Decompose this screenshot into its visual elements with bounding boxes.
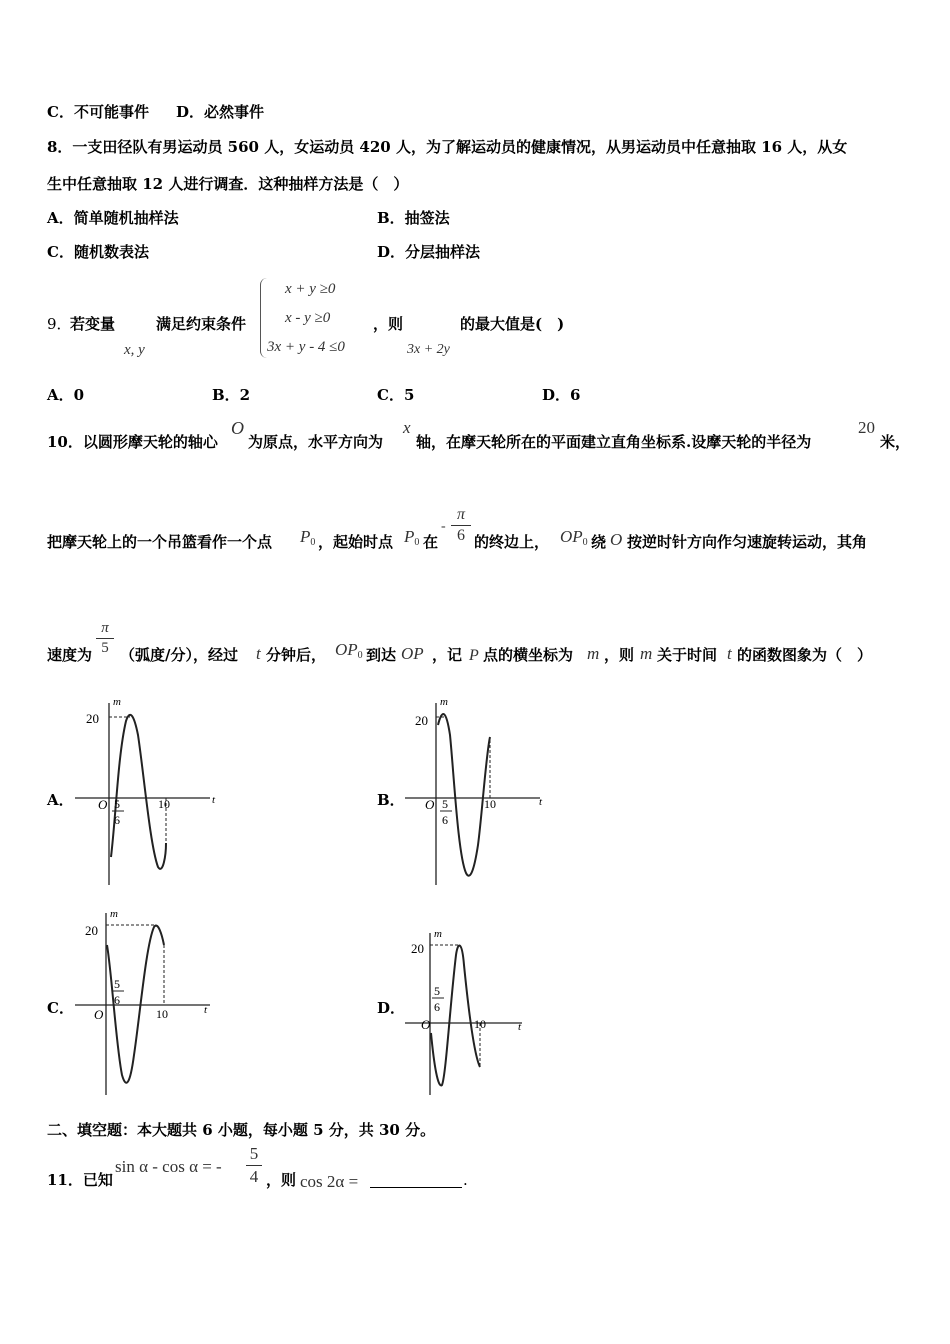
graph-a-label-10: 10 <box>158 797 170 811</box>
q10-label-d: D． <box>377 999 406 1017</box>
graph-a-label-6: 6 <box>114 813 120 827</box>
graph-a-label-20: 20 <box>86 711 99 726</box>
q8-option-b: B．抽签法 <box>377 209 450 227</box>
q8-option-d: D．分层抽样法 <box>377 243 481 261</box>
q10-o-2: O <box>610 530 623 549</box>
graph-c-label-20: 20 <box>85 923 98 938</box>
graph-d-label-20: 20 <box>411 941 424 956</box>
q10-line2-a: 把摩天轮上的一个吊篮看作一个点 <box>47 533 273 551</box>
graph-a-label-5: 5 <box>114 797 120 811</box>
graph-a-label-m: m <box>113 696 121 708</box>
q9-text-1: 若变量 <box>70 315 116 333</box>
q8-option-a: A．简单随机抽样法 <box>47 209 179 227</box>
q10-line3-g: ，则 <box>604 646 635 664</box>
q10-label-a: A． <box>47 791 74 809</box>
q10-line1-d: 米， <box>880 433 911 451</box>
q10-line3-c: 分钟后， <box>266 646 327 664</box>
graph-b-curve <box>438 714 490 876</box>
q11-end: . <box>463 1171 468 1189</box>
graph-c <box>70 905 220 1100</box>
graph-d <box>400 925 550 1100</box>
q10-op0-2: $OP_0$ <box>335 640 363 661</box>
graph-b-label-5: 5 <box>442 797 448 811</box>
q10-m-2: m <box>640 644 653 663</box>
graph-d-label-10: 10 <box>474 1017 486 1031</box>
q11-number: 11．已知 <box>47 1171 113 1189</box>
q9-option-d: D．6 <box>542 386 581 404</box>
q10-line3-e: ，记 <box>432 646 463 664</box>
q10-line1-a: 10．以圆形摩天轮的轴心 <box>47 433 218 451</box>
q10-line3-i: 的函数图象为（ ） <box>737 646 873 664</box>
q7-option-c: C．不可能事件 <box>47 103 149 121</box>
q10-minus: - <box>441 519 446 534</box>
q10-origin-o: O <box>231 418 244 438</box>
q9-constraint-3: 3x + y - 4 ≤0 <box>267 339 345 355</box>
q10-m-1: m <box>587 644 600 663</box>
graph-a-label-t: t <box>212 794 216 806</box>
q10-line2-c: 在 <box>423 533 439 551</box>
q10-speed-fraction: π 5 <box>96 620 114 657</box>
q9-text-4: 的最大值是( ) <box>460 315 565 333</box>
graph-a <box>70 695 220 890</box>
q10-p: P <box>469 647 479 664</box>
q9-constraint-2: x - y ≥0 <box>285 310 331 326</box>
q8-option-c: C．随机数表法 <box>47 243 149 261</box>
q10-line2-e: 绕 <box>591 533 607 551</box>
q11-mid: ，则 <box>266 1171 297 1189</box>
q10-t-2: t <box>727 644 732 663</box>
graph-a-curve <box>111 715 166 869</box>
q10-line1-c: 轴，在摩天轮所在的平面建立直角坐标系.设摩天轮的半径为 <box>416 433 812 451</box>
q10-line3-h: 关于时间 <box>657 646 718 664</box>
q10-line1-b: 为原点，水平方向为 <box>248 433 384 451</box>
q10-op: OP <box>401 644 424 663</box>
q7-option-d: D．必然事件 <box>176 103 265 121</box>
q10-label-b: B． <box>377 791 405 809</box>
q9-number: 9． <box>47 315 72 333</box>
graph-d-curve <box>431 946 480 1086</box>
q10-line3-b: （弧度/分），经过 <box>120 646 238 664</box>
q9-text-2: 满足约束条件 <box>156 315 247 333</box>
graph-d-label-o: O <box>421 1017 431 1032</box>
q8-line2: 生中任意抽取 12 人进行调查．这种抽样方法是（ ） <box>47 175 409 193</box>
q10-line2-b: ，起始时点 <box>318 533 394 551</box>
graph-c-label-o: O <box>94 1007 104 1022</box>
q9-vars: x, y <box>124 342 145 358</box>
graph-b-label-10: 10 <box>484 797 496 811</box>
q9-option-b: B．2 <box>212 386 251 404</box>
q10-line2-f: 按逆时针方向作匀速旋转运动，其角 <box>627 533 868 551</box>
q11-rhs: cos 2α = <box>300 1172 359 1191</box>
q9-text-3: ，则 <box>373 315 404 333</box>
q11-fraction: 5 4 <box>246 1144 262 1187</box>
section-2-heading: 二、填空题：本大题共 6 小题，每小题 5 分，共 30 分。 <box>47 1121 436 1139</box>
q11-lhs: sin α - cos α = - <box>115 1157 222 1176</box>
graph-d-label-m: m <box>434 928 442 940</box>
graph-c-label-6: 6 <box>114 993 120 1007</box>
graph-d-label-t: t <box>518 1021 522 1033</box>
graph-a-label-o: O <box>98 797 108 812</box>
q10-t-1: t <box>256 644 261 663</box>
q10-p0-2: $P_0$ <box>404 527 420 548</box>
q10-op0-1: $OP_0$ <box>560 527 588 548</box>
q9-constraint-1: x + y ≥0 <box>285 281 336 297</box>
q10-line3-a: 速度为 <box>47 646 93 664</box>
q9-option-c: C．5 <box>377 386 415 404</box>
q10-p0-1: $P_0$ <box>300 527 316 548</box>
graph-c-label-m: m <box>110 908 118 920</box>
graph-b-label-6: 6 <box>442 813 448 827</box>
graph-b-label-20: 20 <box>415 713 428 728</box>
q8-line1: 8．一支田径队有男运动员 560 人，女运动员 420 人，为了解运动员的健康情况，从男运动员中任意抽取 16 人，从女 <box>47 138 848 156</box>
q10-label-c: C． <box>47 999 74 1017</box>
graph-c-label-10: 10 <box>156 1007 168 1021</box>
q10-line3-f: 点的横坐标为 <box>483 646 574 664</box>
q10-line2-d: 的终边上， <box>474 533 550 551</box>
q9-objective: 3x + 2y <box>407 342 450 357</box>
q10-line3-d: 到达 <box>366 646 397 664</box>
q9-option-a: A．0 <box>47 386 85 404</box>
graph-b <box>400 695 550 890</box>
graph-b-label-o: O <box>425 797 435 812</box>
graph-c-label-5: 5 <box>114 977 120 991</box>
q10-radius: 20 <box>858 418 875 437</box>
q10-angle-fraction: π 6 <box>451 506 471 545</box>
graph-b-label-t: t <box>539 796 543 808</box>
q11-answer-blank[interactable] <box>370 1170 462 1190</box>
graph-d-label-6: 6 <box>434 1000 440 1014</box>
q10-x-var: x <box>403 418 411 437</box>
graph-d-label-5: 5 <box>434 984 440 998</box>
graph-c-label-t: t <box>204 1004 208 1016</box>
graph-b-label-m: m <box>440 696 448 708</box>
q9-brace <box>260 278 267 358</box>
